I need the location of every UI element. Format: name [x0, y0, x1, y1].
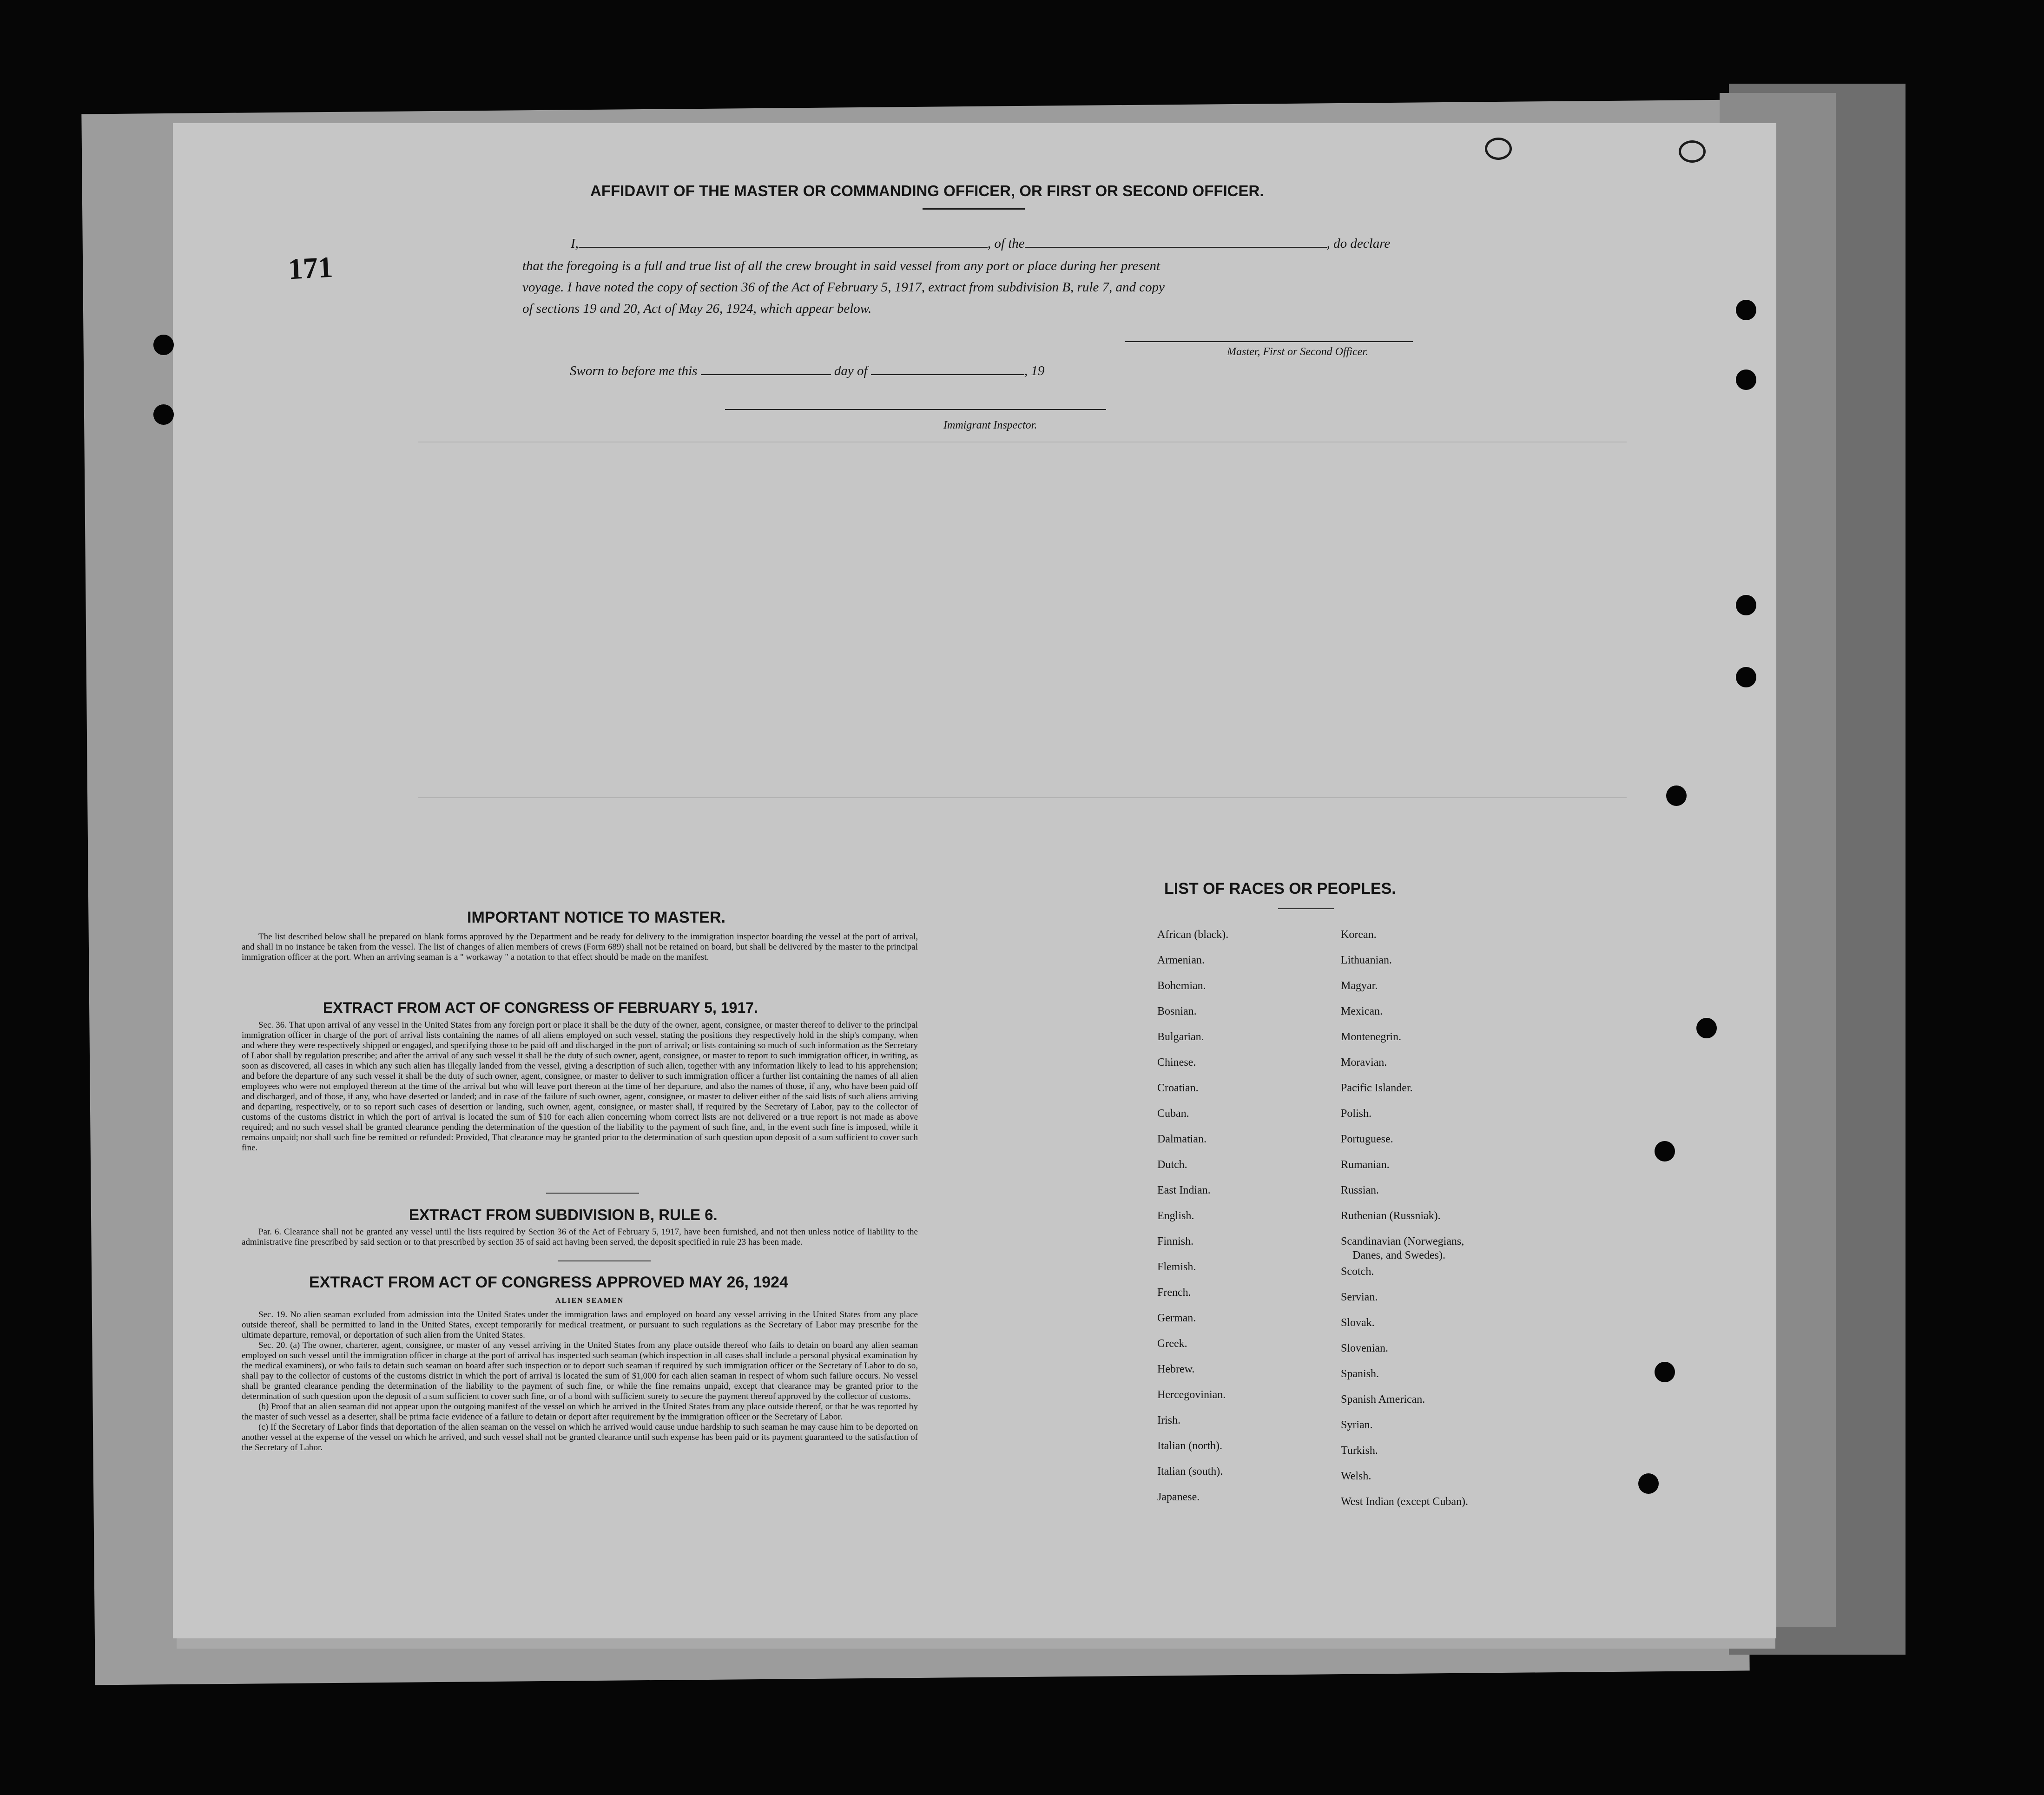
- extract-1917-paragraph: Sec. 36. That upon arrival of any vessel in the United States from any foreign port or place it shall be the duty of the owner, agent, consignee, or master thereof to deliver to the principal immigration officer in charge of the port of arrival lists containing the names of all aliens employed on such vessel, stating the positions they respectively hold in the ship's company, when and where they were respectively shipped or engaged, and specifying those to be paid off and discharged in the port of arrival; or lists containing so much of such information as the Secretary of Labor shall by regulation prescribe; and after the arrival of any such vessel it shall be the duty of such owner, agent, consignee, or master to report to such immigration officer, in writing, as soon as discovered, all cases in which any such alien has illegally landed from the vessel, giving a description of such alien, together with any information likely to lead to his apprehension; and before the departure of any such vessel it shall be the duty of such owner, agent, consignee, or master to deliver to such immigration officer a further list containing the names of all alien employees who were not employed thereon at the time of the arrival but who will leave port thereon at the time of her departure, and also the names of those, if any, who have been paid off and discharged, and of those, if any, who have deserted or landed; and in case of the failure of such owner, agent, consignee, or master to deliver either of the said lists of such aliens arriving and departing, respectively, or to so report such cases of desertion or landing, such owner, agent, consignee, or master shall, if required by the Secretary of Labor, pay to the collector of customs of the customs district in which the port of arrival is located the sum of $10 for each alien concerning whom correct lists are not delivered or a true report is not made as above required; and no such vessel shall be granted clearance pending the determination of the question of the liability to the payment of such fine, and, in the event such fine is imposed, while it remains unpaid; nor shall such fine be remitted or refunded: Provided, That clearance may be granted prior to the determination of such question upon deposit of a sum sufficient to cover such fine.: [242, 1020, 918, 1153]
- race-right: Lithuanian.: [1341, 954, 1392, 966]
- race-left: Croatian.: [1157, 1082, 1199, 1094]
- punch-hole: [1666, 785, 1687, 806]
- punch-hole: [1736, 595, 1756, 615]
- affidavit-title-rule: [923, 208, 1025, 210]
- race-right: Polish.: [1341, 1108, 1372, 1120]
- extract-rule6-text: [242, 1227, 918, 1247]
- race-left: Hebrew.: [1157, 1363, 1195, 1375]
- name-blank[interactable]: [579, 247, 988, 248]
- punch-hole: [153, 335, 174, 355]
- race-right: Montenegrin.: [1341, 1031, 1401, 1043]
- race-left: Dutch.: [1157, 1159, 1187, 1171]
- race-left: Cuban.: [1157, 1108, 1189, 1120]
- race-left: African (black).: [1157, 929, 1229, 941]
- punch-hole: [1485, 138, 1512, 160]
- inspector-signature-line[interactable]: [725, 409, 1106, 410]
- sworn-day-blank[interactable]: [701, 374, 831, 375]
- notice-paragraph: The list described below shall be prepared on blank forms approved by the Department and be ready for delivery to the immigration inspector boarding the vessel at the port of arrival, and shall in no instance be taken from the vessel. The list of changes of alien members of crews (Form 689) shall not be retained on board, but shall be delivered by the master to the principal immigration officer at the port. When an arriving seaman is a " workaway " a notation to that effect should be made on the manifest.: [242, 932, 918, 962]
- race-right: Scandinavian (Norwegians,: [1341, 1235, 1464, 1247]
- races-title: LIST OF RACES OR PEOPLES.: [1164, 880, 1396, 898]
- extract-1924-text: [242, 1310, 918, 1453]
- sworn-month-blank[interactable]: [871, 374, 1024, 375]
- margin-number: 171: [287, 250, 334, 286]
- extract-1924-title: EXTRACT FROM ACT OF CONGRESS APPROVED MAY 26, 1924: [309, 1274, 788, 1291]
- punch-hole: [1655, 1362, 1675, 1382]
- race-left: Armenian.: [1157, 954, 1205, 966]
- race-left: Flemish.: [1157, 1261, 1196, 1273]
- race-left: Hercegovinian.: [1157, 1389, 1226, 1401]
- sworn-mid: day of: [834, 363, 868, 378]
- notice-text: [242, 932, 918, 963]
- race-right: Scotch.: [1341, 1266, 1374, 1278]
- race-right: Korean.: [1341, 929, 1377, 941]
- race-right: Moravian.: [1341, 1056, 1387, 1069]
- affidavit-line-4: of sections 19 and 20, Act of May 26, 1924, which appear below.: [522, 301, 872, 316]
- race-left: Greek.: [1157, 1338, 1187, 1350]
- officer-signature-line[interactable]: [1125, 341, 1413, 342]
- extract-1924-subtitle: ALIEN SEAMEN: [555, 1297, 624, 1305]
- officer-signature-label: Master, First or Second Officer.: [1227, 346, 1368, 358]
- race-left: Italian (north).: [1157, 1440, 1222, 1452]
- punch-hole: [1736, 370, 1756, 390]
- races-title-rule: [1278, 908, 1334, 909]
- race-left: Chinese.: [1157, 1056, 1196, 1069]
- sheet-bottom-edge: [177, 1638, 1775, 1649]
- sworn-prefix: Sworn to before me this: [570, 363, 698, 378]
- affidavit-line-3: voyage. I have noted the copy of section 36 of the Act of February 5, 1917, extract from subdivision B, rule 7, and copy: [522, 280, 1165, 295]
- race-left: Bosnian.: [1157, 1005, 1197, 1017]
- affidavit-line-1-prefix: I,: [571, 236, 579, 251]
- race-right: Spanish.: [1341, 1368, 1379, 1380]
- race-left: Bulgarian.: [1157, 1031, 1204, 1043]
- race-left: Italian (south).: [1157, 1465, 1223, 1478]
- race-right: Portuguese.: [1341, 1133, 1393, 1145]
- sec-19-paragraph: Sec. 19. No alien seaman excluded from admission into the United States under the immigration laws and employed on board any vessel arriving in the United States from any place outside thereof, shall be permitted to land in the United States, except temporarily for medical treatment, or pursuant to such regulations as the Secretary of Labor may prescribe for the ultimate departure, removal, or deportation of such alien from the United States.: [242, 1310, 918, 1340]
- race-right: Mexican.: [1341, 1005, 1383, 1017]
- punch-hole: [1696, 1018, 1717, 1038]
- bleed-through-line: [418, 797, 1627, 798]
- affidavit-line-1-mid: , of the: [987, 236, 1025, 251]
- race-left: Finnish.: [1157, 1235, 1194, 1247]
- sworn-suffix: , 19: [1024, 363, 1045, 378]
- extract-rule6-paragraph: Par. 6. Clearance shall not be granted any vessel until the lists required by Section 36 of the Act of February 5, 1917, have been furnished, and not then unless notice of liability to the administrative fine prescribed by said section or to that prescribed by section 35 of said act having been served, the deposit specified in rule 23 has been made.: [242, 1227, 918, 1247]
- race-right: Russian.: [1341, 1184, 1379, 1196]
- extract-1917-title: EXTRACT FROM ACT OF CONGRESS OF FEBRUARY 5, 1917.: [323, 999, 758, 1016]
- section-divider: [558, 1260, 651, 1261]
- race-left: English.: [1157, 1210, 1194, 1222]
- affidavit-title: AFFIDAVIT OF THE MASTER OR COMMANDING OFFICER, OR FIRST OR SECOND OFFICER.: [590, 182, 1264, 199]
- inspector-signature-label: Immigrant Inspector.: [943, 419, 1037, 431]
- punch-hole: [153, 404, 174, 425]
- affidavit-line-2: that the foregoing is a full and true list of all the crew brought in said vessel from any port or place during her present: [522, 258, 1160, 273]
- notice-title: IMPORTANT NOTICE TO MASTER.: [467, 909, 725, 926]
- punch-hole: [1736, 300, 1756, 320]
- race-left: Japanese.: [1157, 1491, 1200, 1503]
- race-right: Welsh.: [1341, 1470, 1371, 1482]
- race-right: Pacific Islander.: [1341, 1082, 1413, 1094]
- punch-hole: [1679, 140, 1706, 163]
- extract-rule6-title: EXTRACT FROM SUBDIVISION B, RULE 6.: [409, 1206, 718, 1223]
- punch-hole: [1638, 1473, 1659, 1494]
- race-left: Bohemian.: [1157, 980, 1206, 992]
- affidavit-line-1-suffix: , do declare: [1326, 236, 1391, 251]
- race-right: Magyar.: [1341, 980, 1378, 992]
- affidavit-line-1: [571, 236, 1390, 251]
- extract-1917-text: [242, 1020, 918, 1153]
- race-right: Syrian.: [1341, 1419, 1373, 1431]
- race-left: Dalmatian.: [1157, 1133, 1207, 1145]
- race-right: Slovak.: [1341, 1317, 1375, 1329]
- race-right: Danes, and Swedes).: [1352, 1249, 1445, 1261]
- punch-hole: [1736, 667, 1756, 687]
- race-right: Spanish American.: [1341, 1393, 1425, 1406]
- race-left: Irish.: [1157, 1414, 1180, 1426]
- vessel-blank[interactable]: [1025, 247, 1327, 248]
- race-right: Ruthenian (Russniak).: [1341, 1210, 1441, 1222]
- race-right: Servian.: [1341, 1291, 1378, 1303]
- race-left: German.: [1157, 1312, 1196, 1324]
- race-right: Slovenian.: [1341, 1342, 1388, 1354]
- punch-hole: [1655, 1141, 1675, 1161]
- race-left: East Indian.: [1157, 1184, 1211, 1196]
- sec-20b-paragraph: (b) Proof that an alien seaman did not appear upon the outgoing manifest of the vessel on which he arrived in the United States from any place outside thereof, or that he was reported by the master of such vessel as a deserter, shall be prima facie evidence of a failure to detain or deport after requirement by the immigration officer or the Secretary of Labor.: [242, 1402, 918, 1422]
- section-divider: [546, 1193, 639, 1194]
- sworn-line: [570, 363, 1044, 379]
- race-left: French.: [1157, 1287, 1191, 1299]
- sec-20c-paragraph: (c) If the Secretary of Labor finds that deportation of the alien seaman on the vessel on which he arrived would cause undue hardship to such seaman he may cause him to be deported on another vessel at the expense of the vessel on which he arrived, and such vessel shall not be granted clearance until such expense has been paid or its payment guaranteed to the satisfaction of the Secretary of Labor.: [242, 1422, 918, 1452]
- race-right: Turkish.: [1341, 1445, 1378, 1457]
- sec-20a-paragraph: Sec. 20. (a) The owner, charterer, agent, consignee, or master of any vessel arriving in the United States from any place outside thereof who fails to detain on board any alien seaman employed on such vessel until the immigration officer in charge at the port of arrival has inspected such seaman (which inspection in all cases shall include a personal physical examination by the medical examiners), or who fails to detain such seaman on board after such inspection or to deport such seaman if required by such immigration officer or the Secretary of Labor to do so, shall pay to the collector of customs of the customs district in which the port of arrival is located the sum of $1,000 for each alien seaman in respect of whom such failure occurs. No vessel shall be granted clearance pending the determination of the liability to the payment of such fine, or while the fine remains unpaid, except that clearance may be granted prior to the determination of such question upon the deposit of a sum sufficient to cover such fine, or of a bond with sufficient surety to secure the payment thereof approved by the collector of customs.: [242, 1340, 918, 1401]
- race-right: West Indian (except Cuban).: [1341, 1496, 1468, 1508]
- race-right: Rumanian.: [1341, 1159, 1390, 1171]
